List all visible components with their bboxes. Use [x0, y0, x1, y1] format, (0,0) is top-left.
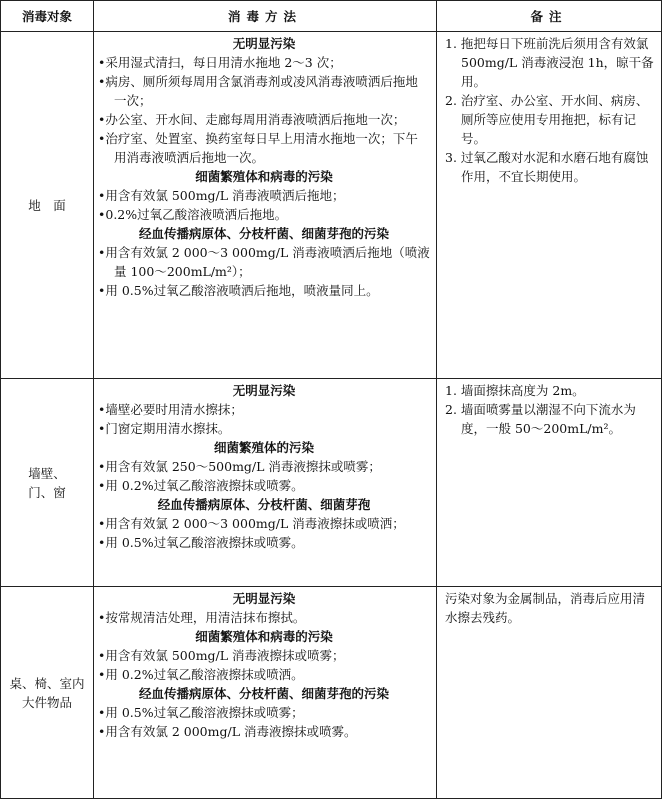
list-item: •病房、厕所须每周用含氯消毒剂或凌风消毒液喷洒后拖地一次；: [98, 74, 418, 108]
header-object: 消毒对象: [1, 1, 94, 32]
section-title: 细菌繁殖体和病毒的污染: [195, 629, 333, 644]
list-item: •用 0.5%过氧乙酸溶液喷洒后拖地，喷液量同上。: [98, 283, 379, 298]
list-item: •用含有效氯 2 000～3 000mg/L 消毒液喷洒后拖地（喷液量 100～200mL/m²）；: [98, 245, 430, 279]
header-method: 消毒方法: [94, 1, 437, 32]
header-row: [1, 1, 662, 32]
list-item: •采用湿式清扫，每日用清水拖地 2～3 次；: [98, 55, 342, 70]
list-item: •用含有效氯 500mg/L 消毒液擦抹或喷雾；: [98, 648, 345, 663]
note-item: 污染对象为金属制品，消毒后应用清水擦去残药。: [445, 591, 646, 625]
section-title: 无明显污染: [232, 383, 296, 398]
row-method: [94, 379, 437, 587]
note-item: 2. 治疗室、办公室、开水间、病房、厕所等应使用专用拖把，标有记号。: [445, 93, 649, 146]
list-item: •治疗室、处置室、换药室每日早上用清水拖地一次；下午用消毒液喷洒后拖地一次。: [98, 131, 418, 165]
section-title: 经血传播病原体、分枝杆菌、细菌芽孢的污染: [138, 686, 389, 701]
table-row-wall: [1, 379, 662, 587]
list-item: •用含有效氯 250～500mg/L 消毒液擦抹或喷雾；: [98, 459, 381, 474]
row-method: [94, 587, 437, 799]
row-object: 地 面: [1, 32, 94, 379]
row-note: [437, 587, 662, 799]
section-title: 经血传播病原体、分枝杆菌、细菌芽孢: [157, 497, 371, 512]
section-title: 经血传播病原体、分枝杆菌、细菌芽孢的污染: [138, 226, 389, 241]
list-item: •用 0.2%过氧乙酸溶液擦抹或喷洒。: [98, 667, 304, 682]
list-item: •办公室、开水间、走廊每周用消毒液喷洒后拖地一次；: [98, 112, 406, 127]
list-item: •门窗定期用清水擦抹。: [98, 421, 231, 436]
note-item: 1. 墙面擦抹高度为 2m。: [445, 383, 585, 398]
list-item: •0.2%过氧乙酸溶液喷洒后拖地。: [98, 207, 288, 222]
list-item: •用含有效氯 2 000～3 000mg/L 消毒液擦抹或喷洒；: [98, 516, 405, 531]
section-title: 无明显污染: [232, 36, 296, 51]
note-item: 3. 过氧乙酸对水泥和水磨石地有腐蚀作用，不宜长期使用。: [445, 150, 649, 184]
list-item: •用 0.5%过氧乙酸溶液擦抹或喷雾。: [98, 535, 304, 550]
note-item: 1. 拖把每日下班前洗后须用含有效氯 500mg/L 消毒液浸泡 1h，晾干备用。: [445, 36, 654, 89]
section-title: 细菌繁殖体的污染: [213, 440, 314, 455]
section-title: 无明显污染: [232, 591, 296, 606]
list-item: •墙壁必要时用清水擦抹；: [98, 402, 243, 417]
row-note: [437, 379, 662, 587]
row-object: [1, 379, 94, 587]
row-object: 桌、椅、室内大件物品: [1, 587, 94, 799]
header-note: 备注: [437, 1, 662, 32]
section-title: 细菌繁殖体和病毒的污染: [195, 169, 333, 184]
list-item: •按常规清洁处理，用清洁抹布擦拭。: [98, 610, 306, 625]
note-item: 2. 墙面喷雾量以潮湿不向下流水为度，一般 50～200mL/m²。: [445, 402, 636, 436]
table-row-furniture: [1, 587, 662, 799]
row-note: [437, 32, 662, 379]
list-item: •用含有效氯 2 000mg/L 消毒液擦抹或喷雾。: [98, 724, 357, 739]
list-item: •用含有效氯 500mg/L 消毒液喷洒后拖地；: [98, 188, 345, 203]
table-row-floor: [1, 32, 662, 379]
row-method: [94, 32, 437, 379]
row-object-label: 墙壁、门、窗: [28, 465, 66, 500]
list-item: •用 0.2%过氧乙酸溶液擦抹或喷雾。: [98, 478, 304, 493]
list-item: •用 0.5%过氧乙酸溶液擦抹或喷雾；: [98, 705, 304, 720]
